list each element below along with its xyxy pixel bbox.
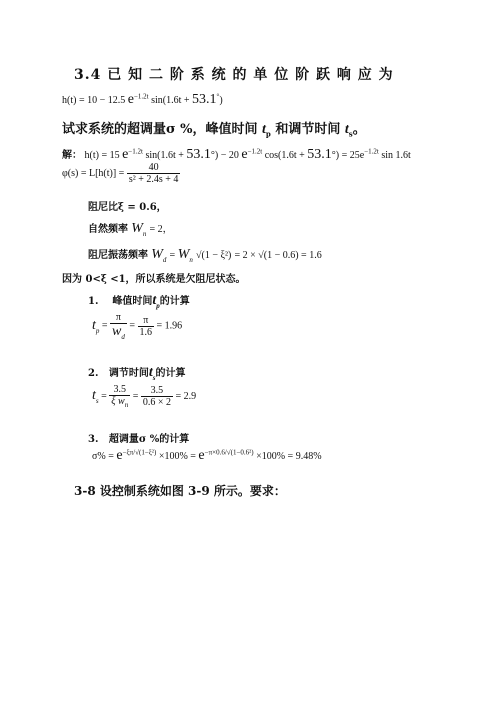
ts-symbol: t	[344, 122, 349, 137]
phi-denominator: s² + 2.4s + 4	[128, 174, 179, 185]
tp-frac1	[110, 312, 127, 341]
tp-frac2	[138, 315, 155, 338]
task-end: 。	[352, 122, 366, 137]
phi-numerator: 40	[127, 162, 181, 174]
phi-fraction	[127, 162, 181, 185]
problem-heading-text: 3.4 已 知 二 阶 系 统 的 单 位 阶 跃 响 应 为	[74, 67, 394, 83]
tp-eq1: =	[101, 320, 111, 332]
problem-3-8-text: 3-8 设控制系统如图 3-9 所示。要求：	[74, 484, 286, 498]
step3-title: 超调量σ %的计算	[108, 434, 190, 445]
sol-sin: sin(1.6t +	[145, 150, 184, 161]
problem-3-8-heading	[74, 482, 286, 499]
underdamped-statement	[62, 270, 246, 285]
step1-number: 1.	[88, 296, 99, 307]
wd-symbol: $W_d$	[151, 247, 167, 264]
os-lhs: σ% =	[92, 451, 114, 462]
solution-derivative	[62, 146, 411, 163]
ts-frac2-den: 0.6 × 2	[142, 397, 171, 408]
sol-angle1: 53.1	[186, 147, 211, 162]
os-exp1: −ξπ/√(1−ξ²)	[122, 448, 157, 457]
damping-ratio	[88, 198, 167, 213]
sol-term1: h(t) = 15	[84, 150, 120, 161]
damping-text: 阻尼比ξ = 0.6，	[88, 202, 167, 213]
sol-term2: °) − 20	[210, 150, 239, 161]
sol-exp1: −1.2t	[128, 147, 143, 156]
problem-heading	[74, 64, 394, 84]
response-lhs: h(t) = 10 − 12.5	[62, 95, 126, 106]
ts-result: = 2.9	[175, 390, 197, 402]
os-e1: e	[116, 448, 123, 463]
tp-frac2-num: π	[138, 315, 155, 327]
response-angle: 53.1	[192, 92, 217, 107]
solution-label: 解：	[62, 150, 82, 161]
tp-frac1-num: π	[110, 312, 127, 324]
tp-symbol: t	[262, 122, 266, 137]
tp-eq2: =	[129, 320, 138, 332]
response-exponent: −1.2t	[133, 92, 149, 101]
step3-number: 3.	[88, 434, 99, 445]
response-close: )	[219, 95, 223, 106]
ts-frac1-num: 3.5	[109, 384, 130, 396]
tp-lhs: $t_p$	[92, 317, 100, 335]
sol-e1: e	[122, 147, 129, 162]
natural-frequency	[88, 220, 173, 238]
ts-symbol-step: $t_s$	[148, 365, 156, 382]
response-sin: sin(1.6t +	[151, 95, 190, 106]
underdamped-text: 因为 0<ξ <1，所以系统是欠阻尼状态。	[62, 274, 246, 285]
step1-heading	[88, 292, 190, 310]
tp-result: = 1.96	[156, 320, 183, 332]
natural-label: 自然频率	[88, 224, 128, 235]
sol-exp2: −1.2t	[247, 147, 263, 156]
step2-heading	[88, 364, 186, 382]
task-text: 试求系统的超调量σ %，峰值时间	[62, 122, 258, 137]
ts-frac2-num: 3.5	[141, 385, 173, 397]
ts-subscript: s	[348, 129, 353, 139]
os-result: ×100% = 9.48%	[256, 451, 322, 462]
wd-equals: =	[169, 250, 178, 261]
sol-cos: cos(1.6t +	[264, 150, 305, 161]
tp-frac2-den: 1.6	[139, 326, 153, 338]
ts-frac1-den: ξ $w_n$	[111, 396, 129, 409]
task-and: 和调节时间	[275, 122, 341, 137]
sol-term3: °) = 25e	[331, 150, 365, 161]
tp-symbol-step: $t_p$	[152, 293, 160, 310]
response-exp-base: e	[127, 92, 134, 107]
task-sentence	[62, 118, 366, 139]
step1-title-end: 的计算	[159, 296, 190, 307]
step2-number: 2.	[88, 368, 99, 379]
natural-value: = 2，	[149, 224, 173, 235]
ts-lhs: $t_s$	[92, 387, 99, 405]
step-response-equation	[62, 92, 223, 108]
ts-eq1: =	[101, 390, 110, 402]
ts-equation	[92, 384, 196, 409]
ts-frac2	[141, 385, 173, 408]
ts-frac1	[109, 384, 130, 409]
tp-frac1-den: $w_d$	[112, 324, 125, 341]
step1-title: 峰值时间	[112, 296, 153, 307]
ts-eq2: =	[132, 390, 141, 402]
tp-subscript: p	[265, 129, 271, 139]
step2-title: 调节时间	[108, 368, 149, 379]
os-mid: ×100% =	[158, 451, 196, 462]
sol-sin2: sin 1.6t	[381, 150, 411, 161]
phi-lhs: φ(s) = L[h(t)] =	[62, 167, 125, 179]
step2-title-end: 的计算	[155, 368, 186, 379]
sol-exp3: −1.2t	[364, 147, 379, 156]
step3-heading	[88, 430, 189, 445]
sqrt-expr: √(1 − ξ²)	[196, 250, 232, 261]
damped-value: = 2 × √(1 − 0.6) = 1.6	[234, 250, 322, 261]
wn-symbol: $W_n$	[131, 221, 147, 238]
wn-symbol-2: $W_n$	[177, 247, 193, 264]
os-exp2: −π×0.6/√(1−0.6²)	[204, 448, 254, 457]
os-e2: e	[198, 448, 205, 463]
damped-frequency	[88, 246, 322, 264]
sol-e2: e	[241, 147, 248, 162]
overshoot-equation	[92, 448, 322, 464]
transfer-function	[62, 162, 180, 185]
sol-angle2: 53.1	[307, 147, 332, 162]
damped-label: 阻尼振荡频率	[88, 250, 148, 261]
tp-equation	[92, 312, 182, 341]
response-degree: °	[216, 92, 220, 101]
